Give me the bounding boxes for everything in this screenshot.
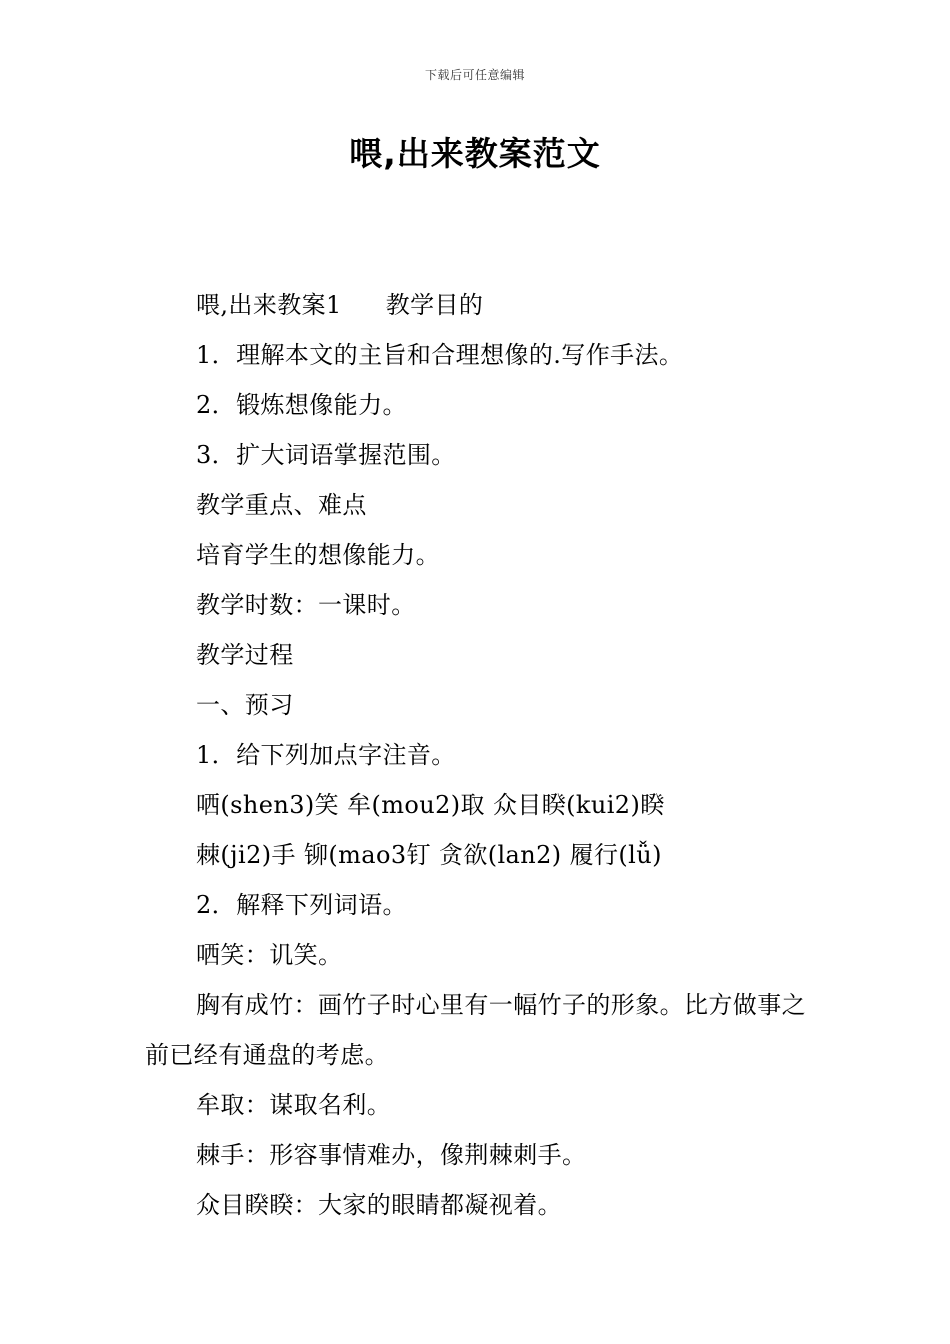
pinyin-line: 哂(shen3)笑 牟(mou2)取 众目睽(kui2)睽 <box>196 791 665 819</box>
section-heading: 教学过程 <box>196 641 294 669</box>
section-heading: 教学目的 <box>385 291 484 319</box>
pinyin-line: 棘(ji2)手 铆(mao3钉 贪欲(lan2) 履行(lǚ) <box>196 841 662 869</box>
paragraph: 培育学生的想像能力。 <box>196 541 440 569</box>
document-body <box>145 280 810 1230</box>
definition: 哂笑：讥笑。 <box>196 941 343 969</box>
page-title: 喂,出来教案范文 <box>349 134 601 173</box>
section-heading-line <box>145 280 810 330</box>
paragraph: 2．解释下列词语。 <box>196 891 407 919</box>
lesson-label: 喂,出来教案1 <box>196 291 342 319</box>
paragraph: 1．给下列加点字注音。 <box>196 741 456 769</box>
section-heading: 一、预习 <box>196 691 294 719</box>
definition: 胸有成竹：画竹子时心里有一幅竹子的形象。比方做事之前已经有通盘的考虑。 <box>145 991 806 1069</box>
paragraph: 1．理解本文的主旨和合理想像的.写作手法。 <box>196 341 684 369</box>
section-heading: 教学重点、难点 <box>196 491 367 519</box>
header-note: 下载后可任意编辑 <box>424 68 525 82</box>
paragraph: 3．扩大词语掌握范围。 <box>196 441 456 469</box>
paragraph: 2．锻炼想像能力。 <box>196 391 407 419</box>
definition: 棘手：形容事情难办，像荆棘刺手。 <box>196 1141 587 1169</box>
definition: 众目睽睽：大家的眼睛都凝视着。 <box>196 1191 562 1219</box>
definition: 牟取：谋取名利。 <box>196 1091 392 1119</box>
paragraph: 教学时数：一课时。 <box>196 591 416 619</box>
